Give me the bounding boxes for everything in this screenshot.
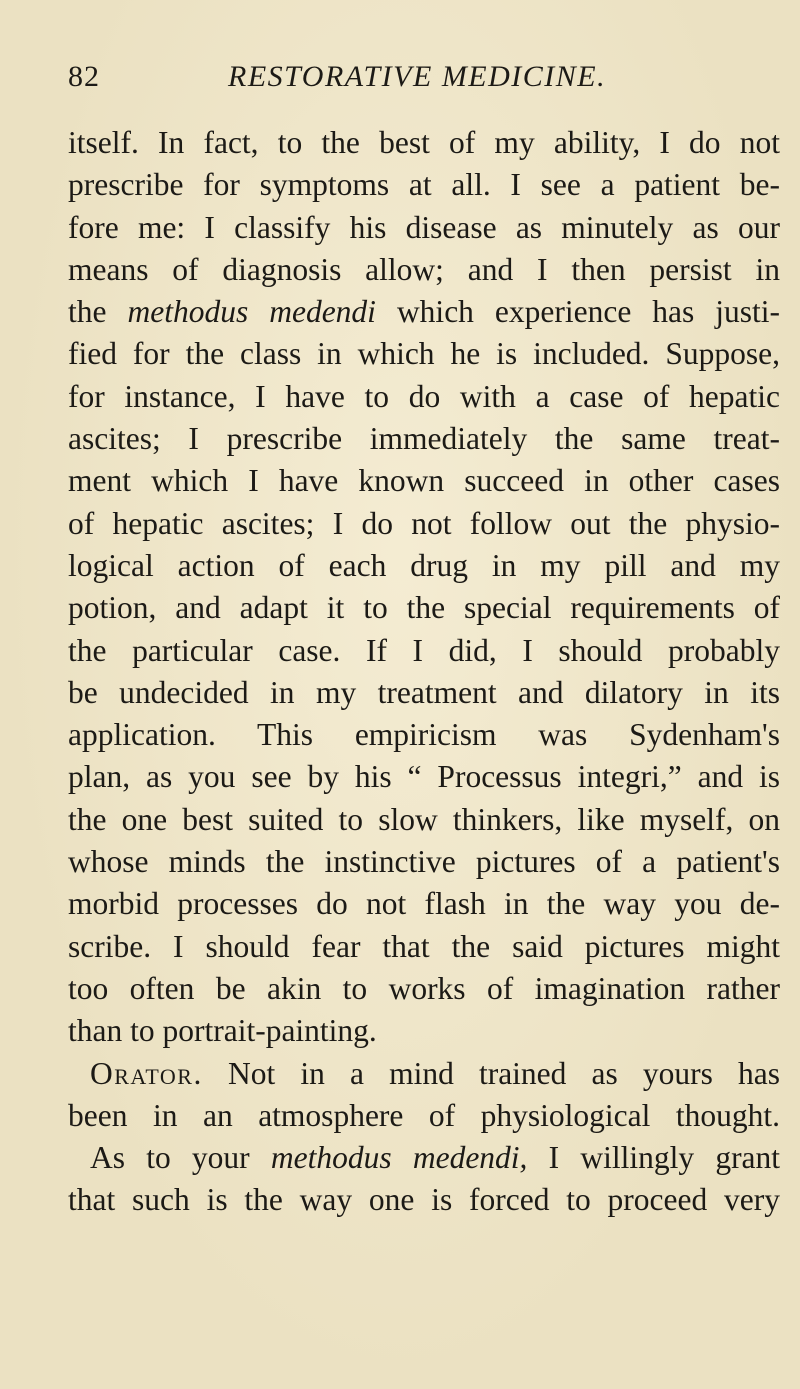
text-line: morbid processes do not flash in the way you de- <box>68 886 780 922</box>
text-line: prescribe for symptoms at all. I see a patient be- <box>68 167 780 203</box>
text-line: for instance, I have to do with a case of hepatic <box>68 378 780 414</box>
text-line: the particular case. If I did, I should probably <box>68 632 780 668</box>
text-line: application. This empiricism was Sydenham's <box>68 717 780 753</box>
text-line: whose minds the instinctive pictures of a patient's <box>68 844 780 880</box>
text-line <box>68 291 780 333</box>
page-number: 82 <box>68 60 100 93</box>
text-line: potion, and adapt it to the special requirements of <box>68 590 780 626</box>
speaker-name: Orator. <box>90 1055 203 1091</box>
text-fragment: the <box>68 294 107 330</box>
text-line: too often be akin to works of imagination rather <box>68 970 780 1006</box>
text-fragment: I willingly grant <box>548 1140 781 1176</box>
page-header <box>68 60 768 100</box>
text-line: itself. In fact, to the best of my ability, I do not <box>68 125 780 160</box>
text-line: than to portrait-painting. <box>68 1013 377 1049</box>
text-line: that such is the way one is forced to proceed very <box>68 1182 780 1218</box>
text-fragment: Not in a mind trained as yours has <box>227 1055 781 1091</box>
text-line: means of diagnosis allow; and I then persist in <box>68 251 780 287</box>
italic-phrase: methodus medendi <box>127 294 376 330</box>
text-line <box>68 1137 780 1179</box>
text-line: logical action of each drug in my pill and my <box>68 547 780 583</box>
text-line: of hepatic ascites; I do not follow out the physio- <box>68 505 780 541</box>
text-line: be undecided in my treatment and dilatory in its <box>68 674 780 710</box>
text-line: fore me: I classify his disease as minutely as our <box>68 209 780 245</box>
italic-phrase: methodus medendi, <box>270 1140 528 1176</box>
text-fragment: As to your <box>90 1140 250 1176</box>
running-head: RESTORATIVE MEDICINE. <box>228 60 607 93</box>
text-line <box>68 1053 780 1095</box>
text-line: plan, as you see by his “ Processus integri,” and is <box>68 759 780 795</box>
text-line: ment which I have known succeed in other cases <box>68 463 780 499</box>
text-line: the one best suited to slow thinkers, like myself, on <box>68 801 780 837</box>
text-line: fied for the class in which he is included. Suppose, <box>68 336 780 372</box>
body-text <box>68 122 780 1222</box>
text-line: scribe. I should fear that the said pictures might <box>68 928 780 964</box>
text-fragment: which experience has justi- <box>396 294 781 330</box>
text-line: ascites; I prescribe immediately the same treat- <box>68 421 780 457</box>
text-line: been in an atmosphere of physiological thought. <box>68 1097 780 1133</box>
